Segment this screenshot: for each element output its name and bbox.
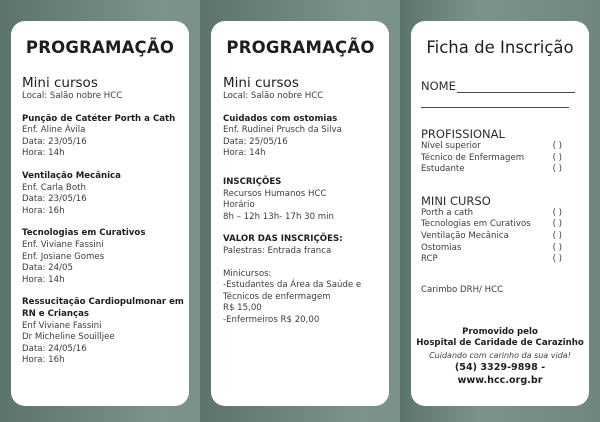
course-title: Ventilação Mecânica xyxy=(22,170,121,181)
course-line: Hora: 14h xyxy=(223,148,266,159)
valor-title: VALOR DAS INSCRIÇÕES: xyxy=(223,234,343,245)
course-line: Data: 23/05/16 xyxy=(22,136,87,147)
option-row[interactable] xyxy=(421,208,562,220)
option-label: Ventilação Mecânica xyxy=(421,230,509,241)
option-row[interactable] xyxy=(421,164,562,176)
course-line: Dr Micheline Souilljee xyxy=(22,332,115,343)
inscricoes-line: 8h – 12h 13h- 17h 30 min xyxy=(223,211,334,222)
course-line: Hora: 16h xyxy=(22,355,65,366)
price-line: Minicursos: xyxy=(223,268,272,279)
option-row[interactable] xyxy=(421,141,562,153)
checkbox[interactable]: ( ) xyxy=(552,254,562,265)
course-title: Tecnologias em Curativos xyxy=(22,228,146,239)
promo-line-1: Promovido pelo xyxy=(462,327,538,337)
panel-ficha-inscricao xyxy=(411,21,589,406)
price-line: -Estudantes da Área da Saúde e xyxy=(223,280,362,291)
valor-section xyxy=(223,234,389,257)
course-line: Data: 23/05/16 xyxy=(22,194,87,205)
panel-title: PROGRAMAÇÃO xyxy=(226,38,375,57)
option-row[interactable] xyxy=(421,219,562,231)
course-line: Hora: 16h xyxy=(22,205,65,216)
carimbo-label: Carimbo DRH/ HCC xyxy=(421,284,504,295)
location: Local: Salão nobre HCC xyxy=(223,91,324,101)
course-title: Ressucitação Cardiopulmonar em xyxy=(22,297,184,308)
inscricoes-title: INSCRIÇÕES xyxy=(223,176,282,187)
nome-label: NOME xyxy=(421,79,456,93)
checkbox[interactable]: ( ) xyxy=(552,242,562,253)
price-line: Técnicos de enfermagem xyxy=(223,291,331,302)
promoter-block xyxy=(411,327,589,387)
checkbox[interactable]: ( ) xyxy=(552,141,562,151)
course-line: Data: 24/05 xyxy=(22,263,73,274)
promo-tagline: Cuidando com carinho da sua vida! xyxy=(429,350,571,360)
profissional-options xyxy=(421,141,589,176)
panel-programacao-2 xyxy=(211,21,389,406)
course-line: Data: 24/05/16 xyxy=(22,343,87,354)
promo-contact: (54) 3329-9898 - www.hcc.org.br xyxy=(454,361,546,386)
inscricoes-line: Recursos Humanos HCC xyxy=(223,188,327,199)
promo-line-2: Hospital de Caridade de Carazinho xyxy=(416,338,584,349)
nome-underline[interactable] xyxy=(457,92,575,93)
course-title: RN e Crianças xyxy=(22,308,90,319)
form-title: Ficha de Inscrição xyxy=(426,38,574,57)
course-item xyxy=(22,114,189,160)
inscricoes-line: Horário xyxy=(223,200,255,211)
course-line: Hora: 14h xyxy=(22,274,65,285)
course-title: Cuidados com ostomias xyxy=(223,113,338,124)
course-title: Punção de Catéter Porth a Cath xyxy=(22,113,176,124)
profissional-heading: PROFISSIONAL xyxy=(421,127,505,141)
mini-curso-options xyxy=(421,208,589,266)
checkbox[interactable]: ( ) xyxy=(552,230,562,241)
nome-field[interactable] xyxy=(421,79,589,93)
checkbox[interactable]: ( ) xyxy=(552,152,562,163)
course-line: Hora: 14h xyxy=(22,148,65,159)
location: Local: Salão nobre HCC xyxy=(22,91,123,101)
course-item xyxy=(22,228,189,286)
option-row[interactable] xyxy=(421,231,562,243)
option-label: Estudante xyxy=(421,164,465,175)
course-line: Enf Viviane Fassini xyxy=(22,320,102,331)
option-label: Tecnologias em Curativos xyxy=(421,219,531,230)
course-list xyxy=(22,114,189,367)
price-line: R$ 15,00 xyxy=(223,303,262,314)
option-label: Ostomias xyxy=(421,242,462,253)
course-line: Enf. Rudinei Prusch da Silva xyxy=(223,125,342,136)
panel-title: PROGRAMAÇÃO xyxy=(25,38,175,57)
checkbox[interactable]: ( ) xyxy=(552,219,562,230)
option-row[interactable] xyxy=(421,254,562,266)
inscricoes-section xyxy=(223,177,389,223)
mini-cursos-heading: Mini cursos xyxy=(223,75,299,91)
option-row[interactable] xyxy=(421,243,562,255)
option-label: Porth a cath xyxy=(421,207,474,218)
course-line: Enf. Carla Both xyxy=(22,182,86,193)
nome-underline-2[interactable] xyxy=(421,93,569,108)
course-line: Enf. Josiane Gomes xyxy=(22,251,105,262)
course-line: Data: 25/05/16 xyxy=(223,136,288,147)
course-line: Enf. Viviane Fassini xyxy=(22,239,104,250)
option-label: RCP xyxy=(421,254,438,265)
checkbox[interactable]: ( ) xyxy=(552,164,562,175)
checkbox[interactable]: ( ) xyxy=(552,207,562,218)
course-item xyxy=(22,171,189,217)
course-line: Enf. Aline Ávila xyxy=(22,125,86,136)
valor-line: Palestras: Entrada franca xyxy=(223,245,332,256)
mini-curso-heading: MINI CURSO xyxy=(421,193,491,208)
panel-programacao-1 xyxy=(11,21,189,406)
course-item xyxy=(22,297,189,367)
option-label: Técnico de Enfermagem xyxy=(421,152,525,163)
option-label: Nível superior xyxy=(421,141,481,151)
mini-cursos-heading: Mini cursos xyxy=(22,75,98,91)
minicursos-prices xyxy=(223,269,389,327)
price-line: -Enfermeiros R$ 20,00 xyxy=(223,314,320,325)
course-ostomias xyxy=(223,114,389,160)
option-row[interactable] xyxy=(421,153,562,165)
